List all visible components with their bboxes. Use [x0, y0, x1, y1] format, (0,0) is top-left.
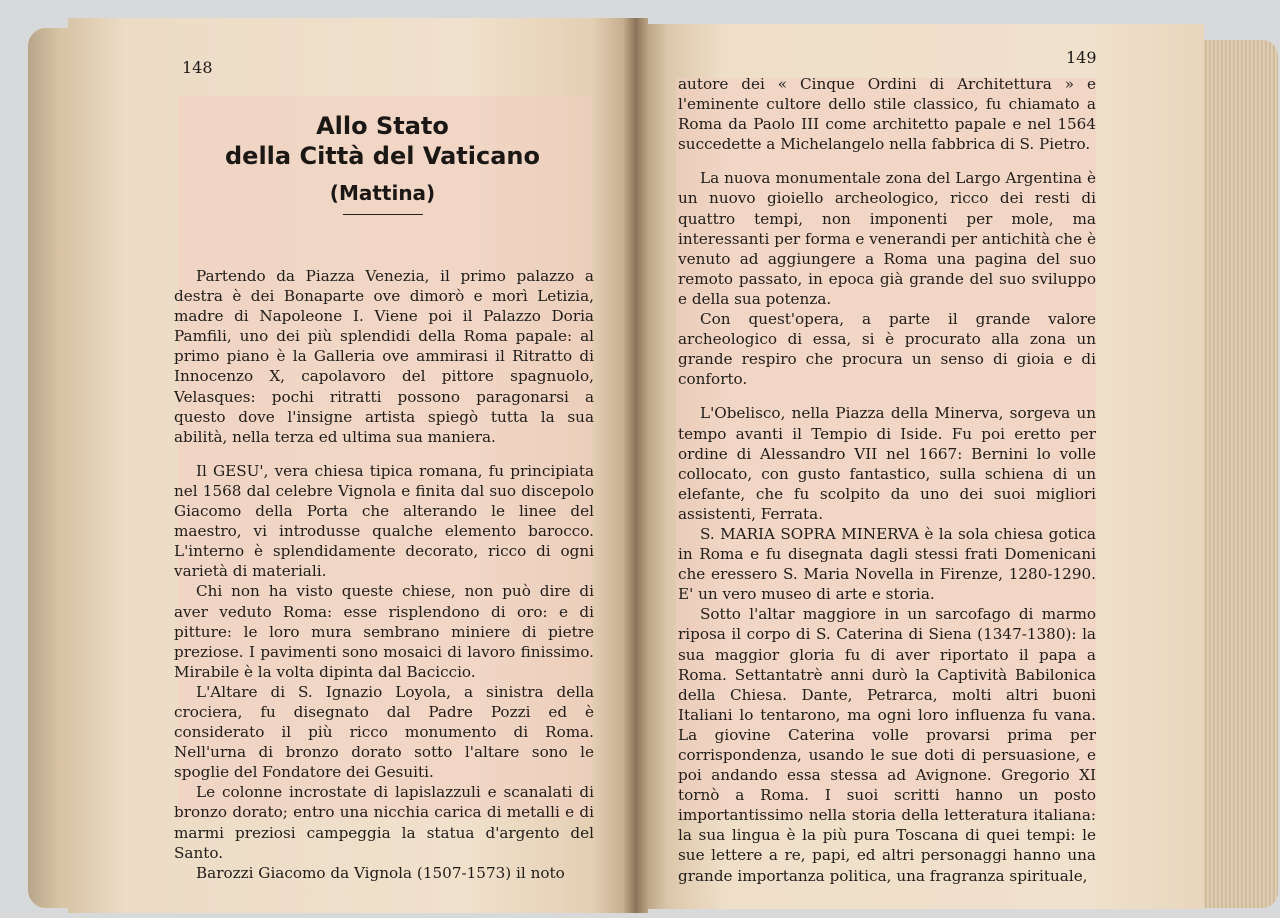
title-line-1: Allo Stato: [316, 112, 449, 140]
right-body: [678, 74, 1096, 886]
paragraph: Sotto l'altar maggiore in un sarcofago di marmo riposa il corpo di S. Caterina di Siena (1347-1380): la sua maggior gloria fu di aver riportato il papa a Roma. Settantatrè anni durò la Captività Babilonica della Chiesa. Dante, Petrarca, molti altri buoni Italiani lo tentarono, ma ogni loro influenza fu vana. La giovine Caterina volle provarsi prima per corrispondenza, usando le sue doti di persuasione, e poi andando essa stessa ad Avignone. Gregorio XI tornò a Roma. I suoi scritti hanno un posto importantissimo nella storia della letteratura italiana: la sua lingua è la più pura Toscana di quei tempi: le sue lettere a re, papi, ed altri personaggi hanno una grande importanza politica, una fragranza spirituale,: [678, 605, 1096, 885]
title-line-2: della Città del Vaticano: [225, 142, 540, 170]
paragraph: La nuova monumentale zona del Largo Argentina è un nuovo gioiello archeologico, ricco dei resti di quattro tempi, non imponenti per mole, ma interessanti per forma e venerandi per antichità che è venuto ad aggiungere a Roma una pagina del suo remoto passato, in epoca già grande del suo sviluppo e della sua potenza.: [678, 169, 1096, 308]
paragraph: L'Obelisco, nella Piazza della Minerva, sorgeva un tempo avanti il Tempio di Iside. Fu poi eretto per ordine di Alessandro VII nel 1667: Bernini lo volle collocato, con gusto fantastico, sulla schiena di un elefante, che fu scolpito da uno dei suoi migliori assistenti, Ferrata.: [678, 404, 1096, 523]
paragraph: Le colonne incrostate di lapislazzuli e scanalati di bronzo dorato; entro una nicchia carica di metalli e di marmi preziosi campeggia la statua d'argento del Santo.: [174, 783, 594, 862]
left-body: [174, 266, 594, 883]
page-number-right: 149: [1066, 48, 1097, 67]
paragraph: S. MARIA SOPRA MINERVA è la sola chiesa gotica in Roma e fu disegnata dagli stessi frati Domenicani che eressero S. Maria Novella in Firenze, 1280-1290. E' un vero museo di arte e storia.: [678, 524, 1096, 604]
page-number-left: 148: [182, 58, 213, 77]
paragraph: L'Altare di S. Ignazio Loyola, a sinistra della crociera, fu disegnato dal Padre Pozzi ed è considerato il più ricco monumento di Roma. Nell'urna di bronzo dorato sotto l'altare sono le spoglie del Fondatore dei Gesuiti.: [174, 682, 594, 782]
title-line-3: (Mattina): [329, 181, 436, 205]
paragraph: autore dei « Cinque Ordini di Architettura » e l'eminente cultore dello stile classico, fu chiamato a Roma da Paolo III come architetto papale e nel 1564 succedette a Michelangelo nella fabbrica di S. Pietro.: [678, 75, 1096, 154]
book-gutter: [624, 18, 648, 913]
page-title: [180, 112, 585, 215]
paragraph: Barozzi Giacomo da Vignola (1507-1573) il noto: [196, 863, 565, 882]
title-rule: [343, 214, 423, 215]
paragraph: Il GESU', vera chiesa tipica romana, fu principiata nel 1568 dal celebre Vignola e finita dal suo discepolo Giacomo della Porta che alterando le linee del maestro, vi introdusse qualche elemento barocco. L'interno è splendidamente decorato, ricco di ogni varietà di materiali.: [174, 461, 594, 581]
paragraph: Con quest'opera, a parte il grande valore archeologico di essa, si è procurato alla zona un grande respiro che procura un senso di gioia e di conforto.: [678, 310, 1096, 389]
paragraph: Partendo da Piazza Venezia, il primo palazzo a destra è dei Bonaparte ove dimorò e morì Letizia, madre di Napoleone I. Viene poi il Palazzo Doria Pamfili, uno dei più splendidi della Roma papale: al primo piano è la Galleria ove ammirasi il Ritratto di Innocenzo X, capolavoro del pittore spagnuolo, Velasques: pochi ritratti possono paragonarsi a questo dove l'insigne artista spiegò tutta la sua abilità, nella terza ed ultima sua maniera.: [174, 267, 594, 446]
paragraph: Chi non ha visto queste chiese, non può dire di aver veduto Roma: esse risplendono di oro: e di pitture: le loro mura sembrano miniere di pietre preziose. I pavimenti sono mosaici di lavoro finissimo. Mirabile è la volta dipinta dal Baciccio.: [174, 582, 594, 681]
